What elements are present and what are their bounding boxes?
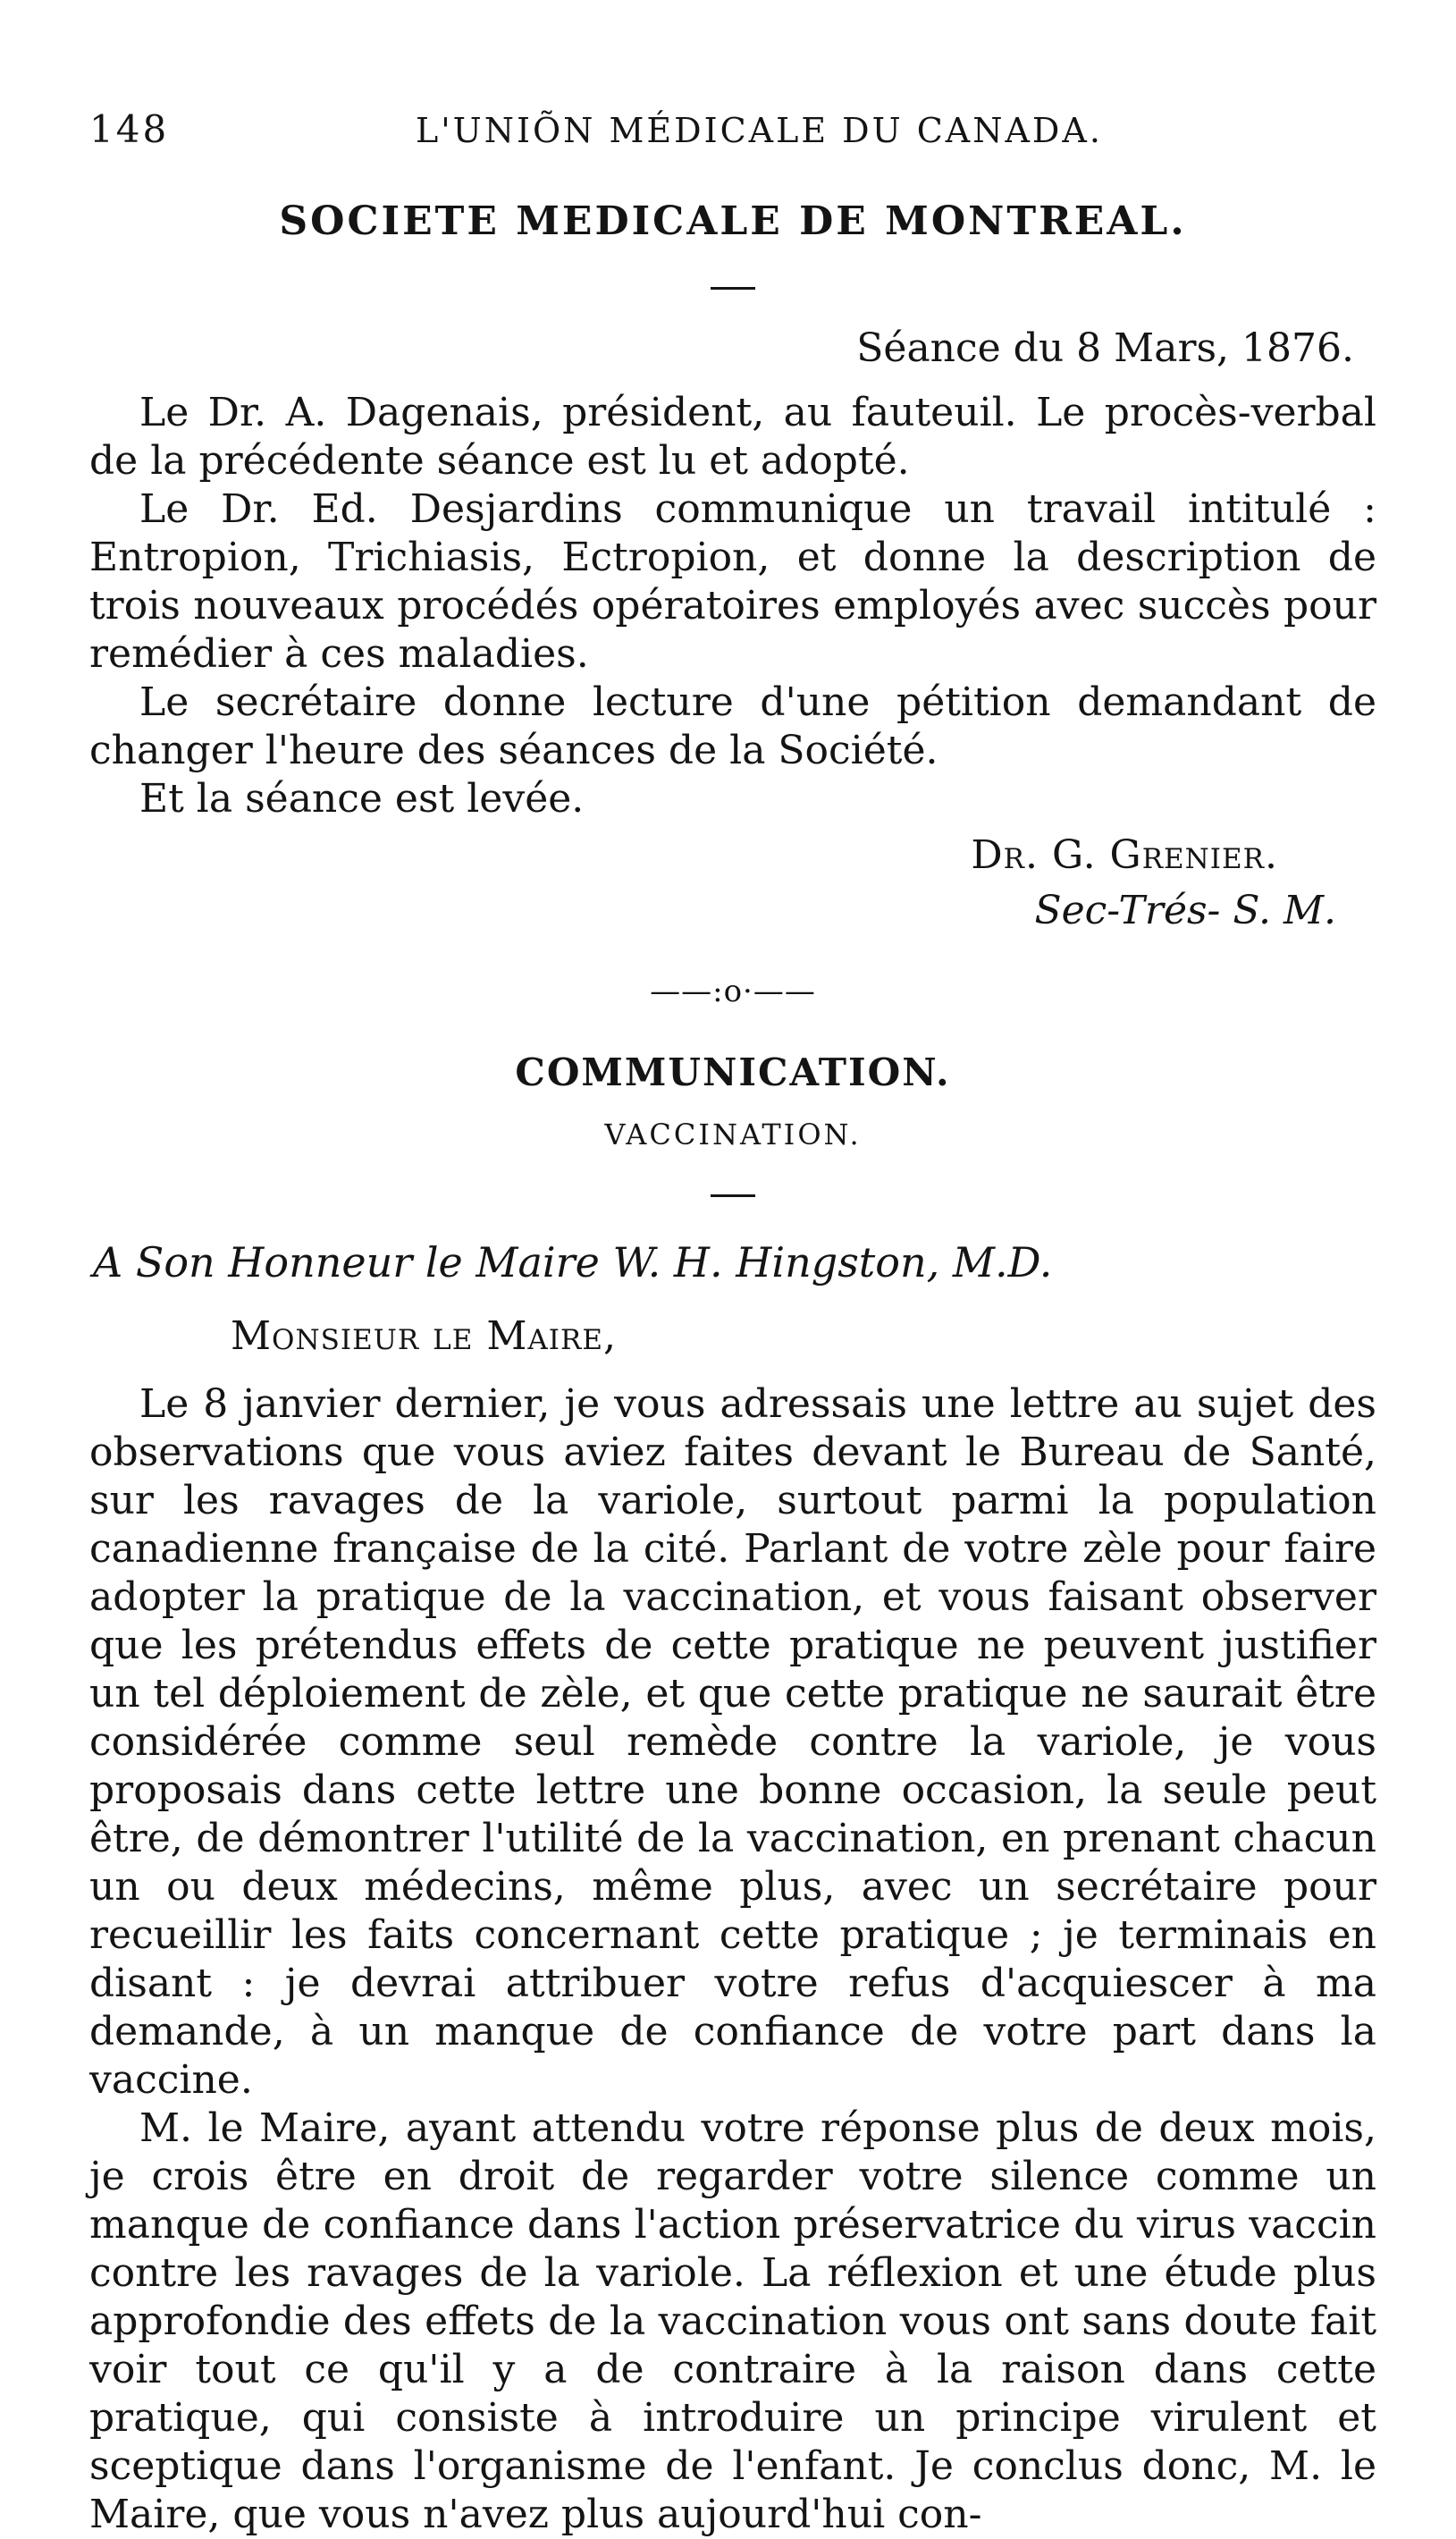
title-divider bbox=[711, 287, 755, 290]
minutes-paragraph-3: Le secrétaire donne lecture d'une pétition demandant de changer l'heure des séances de la Société. bbox=[89, 679, 1376, 773]
minutes-paragraph-4: Et la séance est levée. bbox=[139, 776, 585, 822]
subtitle-divider bbox=[711, 1194, 755, 1197]
minutes-paragraph-1: Le Dr. A. Dagenais, président, au fauteuil. Le procès-verbal de la précédente séance est lu et adopté. bbox=[89, 390, 1376, 484]
letter-paragraph-2: M. le Maire, ayant attendu votre réponse plus de deux mois, je crois être en droit de regarder votre silence comme un manque de confiance dans l'action préservatrice du virus vaccin contre les ravages de la variole. La réflexion et une étude plus approfondie des effets de la vaccination vous ont sans doute fait voir tout ce qu'il y a de contraire à la raison dans cette pratique, qui consiste à introduire un principe virulent et sceptique dans l'organisme de l'enfant. Je conclus donc, M. le Maire, que vous n'avez plus aujourd'hui con- bbox=[89, 2105, 1376, 2537]
signature-name bbox=[89, 827, 1376, 884]
signature-name-text: Dr. G. Grenier. bbox=[971, 832, 1278, 878]
section-ornament: ——:o·—— bbox=[650, 974, 816, 1009]
minutes-paragraph-2: Le Dr. Ed. Desjardins communique un travail intitulé : Entropion, Trichiasis, Ectropion, et donne la description de trois nouveaux procédés opératoires employés avec succès pour remédier à ces maladies. bbox=[89, 486, 1376, 677]
journal-title: L'UNIÕN MÉDICALE DU CANADA. bbox=[416, 111, 1103, 150]
running-head bbox=[89, 107, 1376, 161]
page-number: 148 bbox=[89, 107, 170, 151]
page bbox=[89, 107, 1376, 2539]
communication-title: COMMUNICATION. bbox=[515, 1050, 951, 1094]
session-date: Séance du 8 Mars, 1876. bbox=[856, 325, 1354, 371]
letter-paragraph-1: Le 8 janvier dernier, je vous adressais une lettre au sujet des observations que vous aviez faites devant le Bureau de Santé, sur les ravages de la variole, surtout parmi la population canadienne française de la cité. Parlant de votre zèle pour faire adopter la pratique de la vaccination, et vous faisant observer que les prétendus effets de cette pratique ne peuvent justifier un tel déploiement de zèle, et que cette pratique ne saurait être considérée comme seul remède contre la variole, je vous proposais dans cette lettre une bonne occasion, la seule peut être, de démontrer l'utilité de la vaccination, en prenant chacun un ou deux médecins, même plus, avec un secrétaire pour recueillir les faits concernant cette pratique ; je terminais en disant : je devrai attribuer votre refus d'acquiescer à ma demande, à un manque de confiance de votre part dans la vaccine. bbox=[89, 1381, 1376, 2103]
letter-salutation: Monsieur le Maire, bbox=[231, 1313, 618, 1359]
letter-address: A Son Honneur le Maire W. H. Hingston, M.D. bbox=[93, 1238, 1053, 1286]
signature-role: Sec-Trés- S. M. bbox=[1034, 888, 1336, 933]
society-title: SOCIETE MEDICALE DE MONTREAL. bbox=[279, 198, 1187, 244]
communication-subtitle: VACCINATION. bbox=[604, 1118, 862, 1151]
